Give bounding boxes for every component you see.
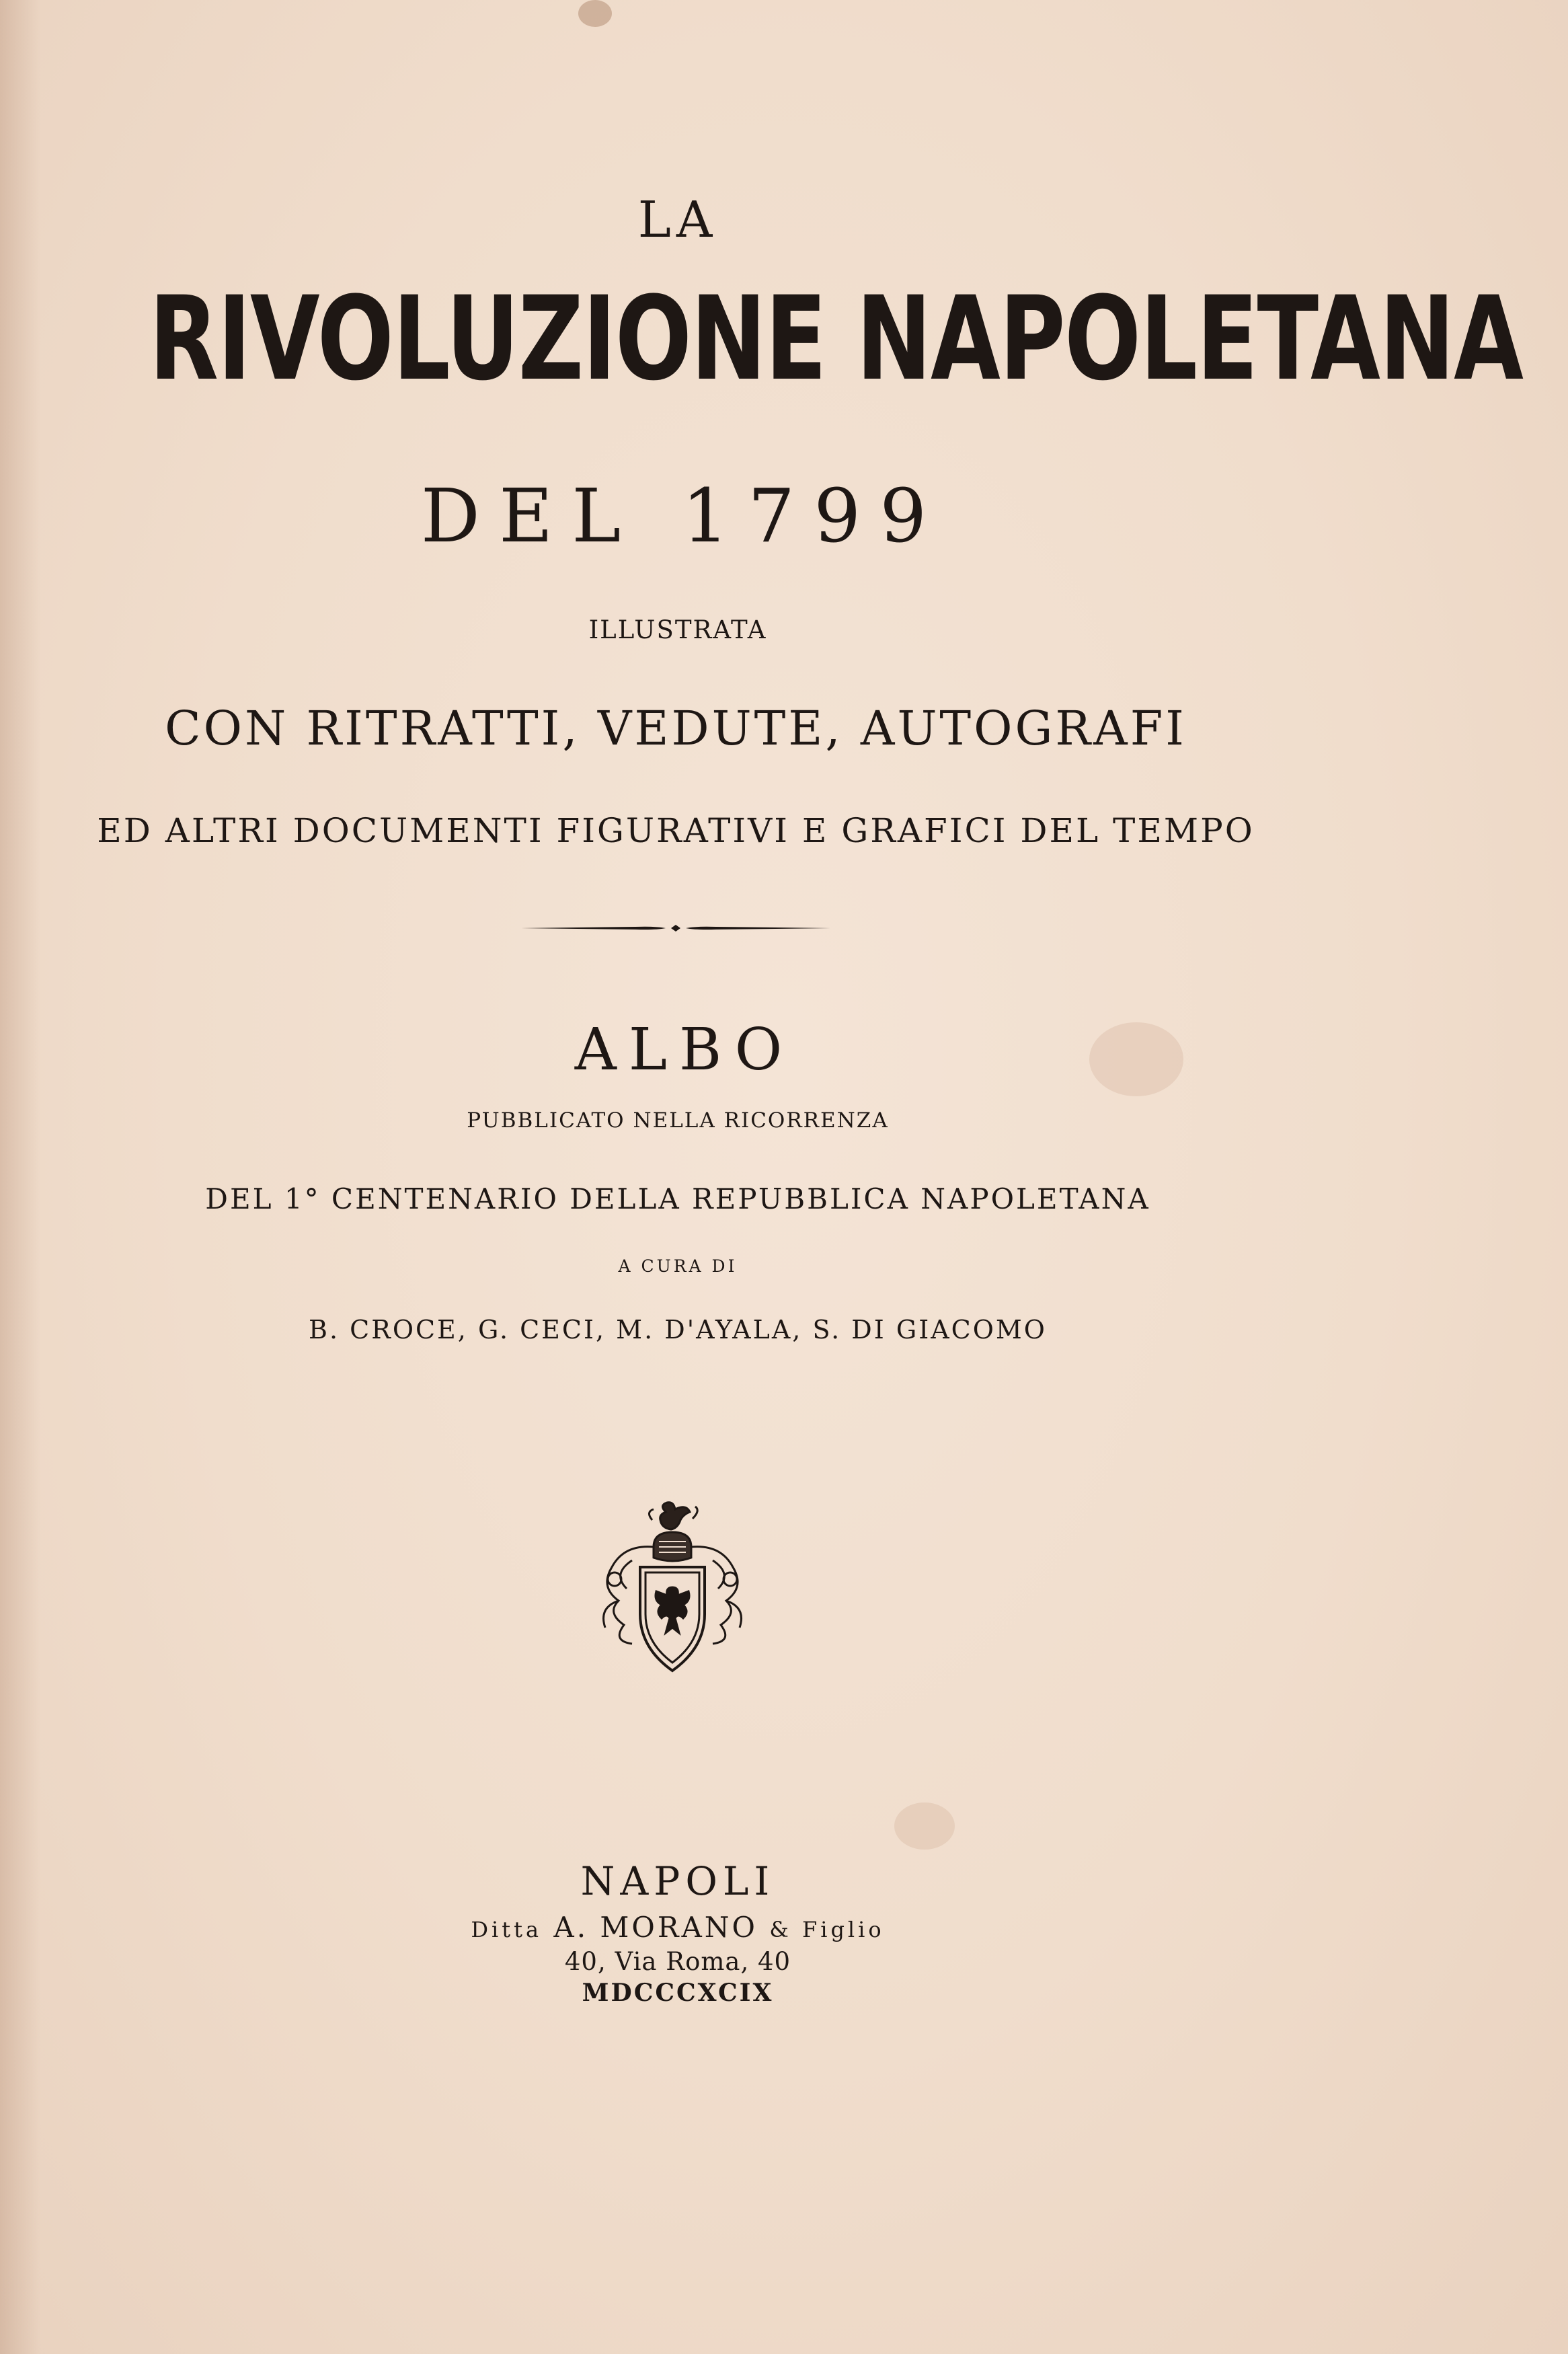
contents-line-2: ED ALTRI DOCUMENTI FIGURATIVI E GRAFICI DEL TEMPO — [97, 811, 1255, 850]
contents-line: CON RITRATTI, VEDUTE, AUTOGRAFI — [165, 701, 1187, 756]
imprint-publisher — [0, 1913, 1356, 1942]
publisher-prefix: Ditta — [471, 1917, 543, 1942]
title-article: LA — [637, 191, 718, 249]
main-title: RIVOLUZIONE NAPOLETANA — [149, 271, 1523, 406]
foxing-stain — [578, 0, 612, 27]
illustrata-line: ILLUSTRATA — [588, 615, 767, 644]
curated-by-line: A CURA DI — [618, 1256, 738, 1276]
imprint-year: MDCCCXCIX — [582, 1979, 774, 2007]
centenary-line: DEL 1° CENTENARIO DELLA REPUBBLICA NAPOLETANA — [205, 1182, 1150, 1215]
foxing-stain — [894, 1802, 955, 1850]
publisher-suffix: & Figlio — [769, 1917, 885, 1942]
date-line: DEL 1799 — [420, 473, 946, 559]
imprint-city: NAPOLI — [580, 1858, 775, 1904]
albo-heading: ALBO — [574, 1016, 795, 1084]
publisher-name: A. MORANO — [553, 1911, 758, 1944]
authors-line: B. CROCE, G. CECI, M. D'AYALA, S. DI GIACOMO — [309, 1315, 1047, 1344]
imprint-address: 40, Via Roma, 40 — [564, 1947, 791, 1976]
coat-of-arms-icon — [592, 1500, 753, 1681]
ornamental-rule — [521, 923, 830, 933]
published-line: PUBBLICATO NELLA RICORRENZA — [467, 1108, 889, 1133]
